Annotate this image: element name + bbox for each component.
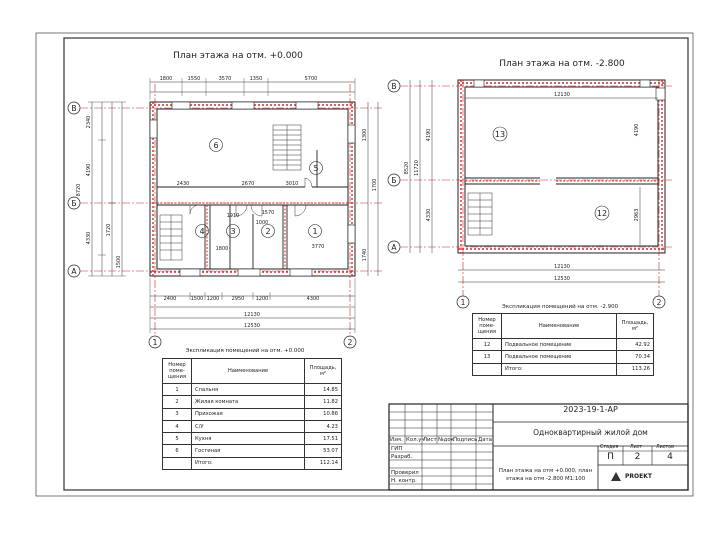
cell-area: 53.07 <box>305 445 342 457</box>
cell-num: 2 <box>163 396 192 408</box>
plan2-axis-1: 1 <box>460 298 466 307</box>
logo-icon <box>610 470 622 482</box>
dim-overall: 12130 <box>244 312 260 318</box>
room-4-marker: 4 <box>199 227 205 236</box>
stamp-code: 2023-19-1-АР <box>563 405 618 414</box>
cell-area: 10.86 <box>305 408 342 420</box>
cell-num: 1 <box>163 384 192 396</box>
stamp-col-1: Изм. <box>390 437 403 443</box>
table-row <box>473 339 654 351</box>
logo-text: PROEKT <box>625 472 652 480</box>
dim-left-5: 4330 <box>86 231 92 245</box>
cell-area: 11.82 <box>305 396 342 408</box>
cell-num: 4 <box>163 420 192 432</box>
plan1-title: План этажа на отм. +0.000 <box>173 51 303 61</box>
plan1-axis-a: А <box>71 267 77 276</box>
table-row <box>163 396 342 408</box>
dim-right-1: 1300 <box>362 128 368 142</box>
table2-header-area: Площадь, м² <box>617 314 654 339</box>
dim-inner-3: 3010 <box>285 181 299 187</box>
dim-overall-2: 12530 <box>244 323 260 329</box>
table1-header-area: Площадь, м² <box>305 359 342 384</box>
stamp-col-5: Подпись <box>453 437 478 443</box>
stamp-sheets: 4 <box>667 452 673 462</box>
plan-basement <box>388 59 672 308</box>
table-row <box>163 445 342 457</box>
room-13-marker: 13 <box>494 130 506 139</box>
cell-name: Гостиная <box>192 445 305 457</box>
stamp-col-2: Кол.уч <box>406 437 425 443</box>
cell-area: 17.51 <box>305 433 342 445</box>
plan1-axis-1: 1 <box>152 338 158 347</box>
dim-right-2: 1700 <box>372 178 378 192</box>
plan1-axis-b: Б <box>71 199 77 208</box>
company-logo <box>610 468 680 484</box>
room-table-ground <box>162 358 342 470</box>
cell-name: Спальня <box>192 384 305 396</box>
room-6-marker: 6 <box>213 141 219 150</box>
plan2-dim-9: 4190 <box>634 123 640 137</box>
stamp-role-1: ГИП <box>391 446 403 452</box>
stamp-description: План этажа на отм +0.000, план этажа на отм -2.800 М1:100 <box>498 468 593 482</box>
dim-right-3: 1740 <box>362 248 368 262</box>
plan1-stairs <box>160 125 301 260</box>
room-1-marker: 1 <box>312 227 318 236</box>
total-value: 112.14 <box>305 457 342 469</box>
dim-inner-4: 1570 <box>261 210 275 216</box>
dim-top-3: 3570 <box>218 76 232 82</box>
dim-bottom-2: 1500 <box>190 296 204 302</box>
table-total-row <box>473 363 654 375</box>
plan2-axis-2: 2 <box>656 298 662 307</box>
cell-name: С/У <box>192 420 305 432</box>
cell-name: Жилая комната <box>192 396 305 408</box>
plan2-axis-b: Б <box>391 176 397 185</box>
dim-top-1: 1800 <box>159 76 173 82</box>
plan1-axis-v: В <box>71 104 77 113</box>
plan2-dim-3: 12530 <box>554 276 570 282</box>
table1-header-name: Наименование <box>192 359 305 384</box>
stamp-col-6: Дата <box>478 437 492 443</box>
cell-area: 14.85 <box>305 384 342 396</box>
table2-caption: Экспликация помещений на отм. -2.900 <box>501 304 619 310</box>
plan2-axis-a: А <box>391 243 397 252</box>
cell-num: 6 <box>163 445 192 457</box>
cell-name: Подвальное помещение <box>502 351 617 363</box>
dim-bottom-1: 2400 <box>163 296 177 302</box>
table1-header-num: Номер поме- щения <box>163 359 192 384</box>
table-row <box>163 384 342 396</box>
cell-num: 12 <box>473 339 502 351</box>
plan2-title: План этажа на отм. -2.800 <box>499 59 625 69</box>
dim-bottom-5: 1200 <box>255 296 269 302</box>
cell-name: Кухня <box>192 433 305 445</box>
table1-caption: Экспликация помещений на отм. +0.000 <box>185 348 305 354</box>
table2-header-name: Наименование <box>502 314 617 339</box>
cell-num: 13 <box>473 351 502 363</box>
table2-header-num: Номер поме- щения <box>473 314 502 339</box>
dim-inner-8: 1910 <box>226 213 240 219</box>
room-12-marker: 12 <box>596 209 608 218</box>
cell-area: 42.92 <box>617 339 654 351</box>
dim-top-4: 1350 <box>249 76 263 82</box>
cell-name: Прихожая <box>192 408 305 420</box>
table-row <box>473 351 654 363</box>
room-table-basement <box>472 313 654 376</box>
cell-num: 5 <box>163 433 192 445</box>
dim-top-2: 1550 <box>187 76 201 82</box>
dim-inner-1: 2430 <box>176 181 190 187</box>
dim-inner-7: 1000 <box>255 220 269 226</box>
plan2-dim-8: 2963 <box>634 208 640 222</box>
dim-inner-5: 3770 <box>311 244 325 250</box>
plan2-dim-6: 8520 <box>404 161 410 175</box>
outer-frame <box>36 33 693 496</box>
table-row <box>163 420 342 432</box>
cell-name: Подвальное помещение <box>502 339 617 351</box>
dim-left-6: 1500 <box>116 255 122 269</box>
dim-bottom-3: 1200 <box>206 296 220 302</box>
plan2-dim-5: 4330 <box>426 208 432 222</box>
plan2-dim-1: 12130 <box>554 264 570 270</box>
dim-inner-6: 1800 <box>215 246 229 252</box>
dim-bottom-6: 4300 <box>306 296 320 302</box>
plan1-axis-2: 2 <box>347 338 353 347</box>
plan2-dim-4: 4190 <box>426 128 432 142</box>
cell-num: 3 <box>163 408 192 420</box>
room-3-marker: 3 <box>230 227 236 236</box>
plan2-dim-2: 12130 <box>554 92 570 98</box>
dim-bottom-4: 2950 <box>231 296 245 302</box>
plan-ground-floor <box>68 51 384 348</box>
total-value: 113.26 <box>617 363 654 375</box>
total-label: Итого: <box>502 363 617 375</box>
plan2-dim-7: 11720 <box>414 160 420 176</box>
stamp-object: Одноквартирный жилой дом <box>533 428 648 437</box>
stamp-sheet: 2 <box>634 452 641 462</box>
dim-left-2: 4190 <box>86 163 92 177</box>
stamp-col-4: №док <box>438 437 454 443</box>
dim-left-4: 1720 <box>106 223 112 237</box>
room-5-marker: 5 <box>313 164 319 173</box>
dim-left-1: 2340 <box>86 115 92 129</box>
dim-inner-2: 2670 <box>241 181 255 187</box>
room-2-marker: 2 <box>265 227 271 236</box>
plan2-stairs <box>468 193 492 235</box>
table-total-row <box>163 457 342 469</box>
stamp-role-2: Разраб. <box>391 454 413 460</box>
cell-area: 4.23 <box>305 420 342 432</box>
plan2-walls <box>458 80 665 253</box>
table-row <box>163 433 342 445</box>
plan2-axis-v: В <box>391 82 397 91</box>
stamp-sheet-label: Лист <box>630 445 643 450</box>
stamp-role-3: Проверил <box>391 470 419 476</box>
stamp-stage-label: Стадия <box>600 445 619 450</box>
cell-area: 70.34 <box>617 351 654 363</box>
dim-top-5: 5700 <box>304 76 318 82</box>
dim-left-3: 8720 <box>76 183 82 197</box>
stamp-sheets-label: Листов <box>656 445 674 450</box>
stamp-stage: П <box>607 452 614 462</box>
table-row <box>163 408 342 420</box>
stamp-role-4: Н. контр. <box>391 478 417 484</box>
total-label: Итого: <box>192 457 305 469</box>
stamp-col-3: Лист <box>423 437 437 443</box>
